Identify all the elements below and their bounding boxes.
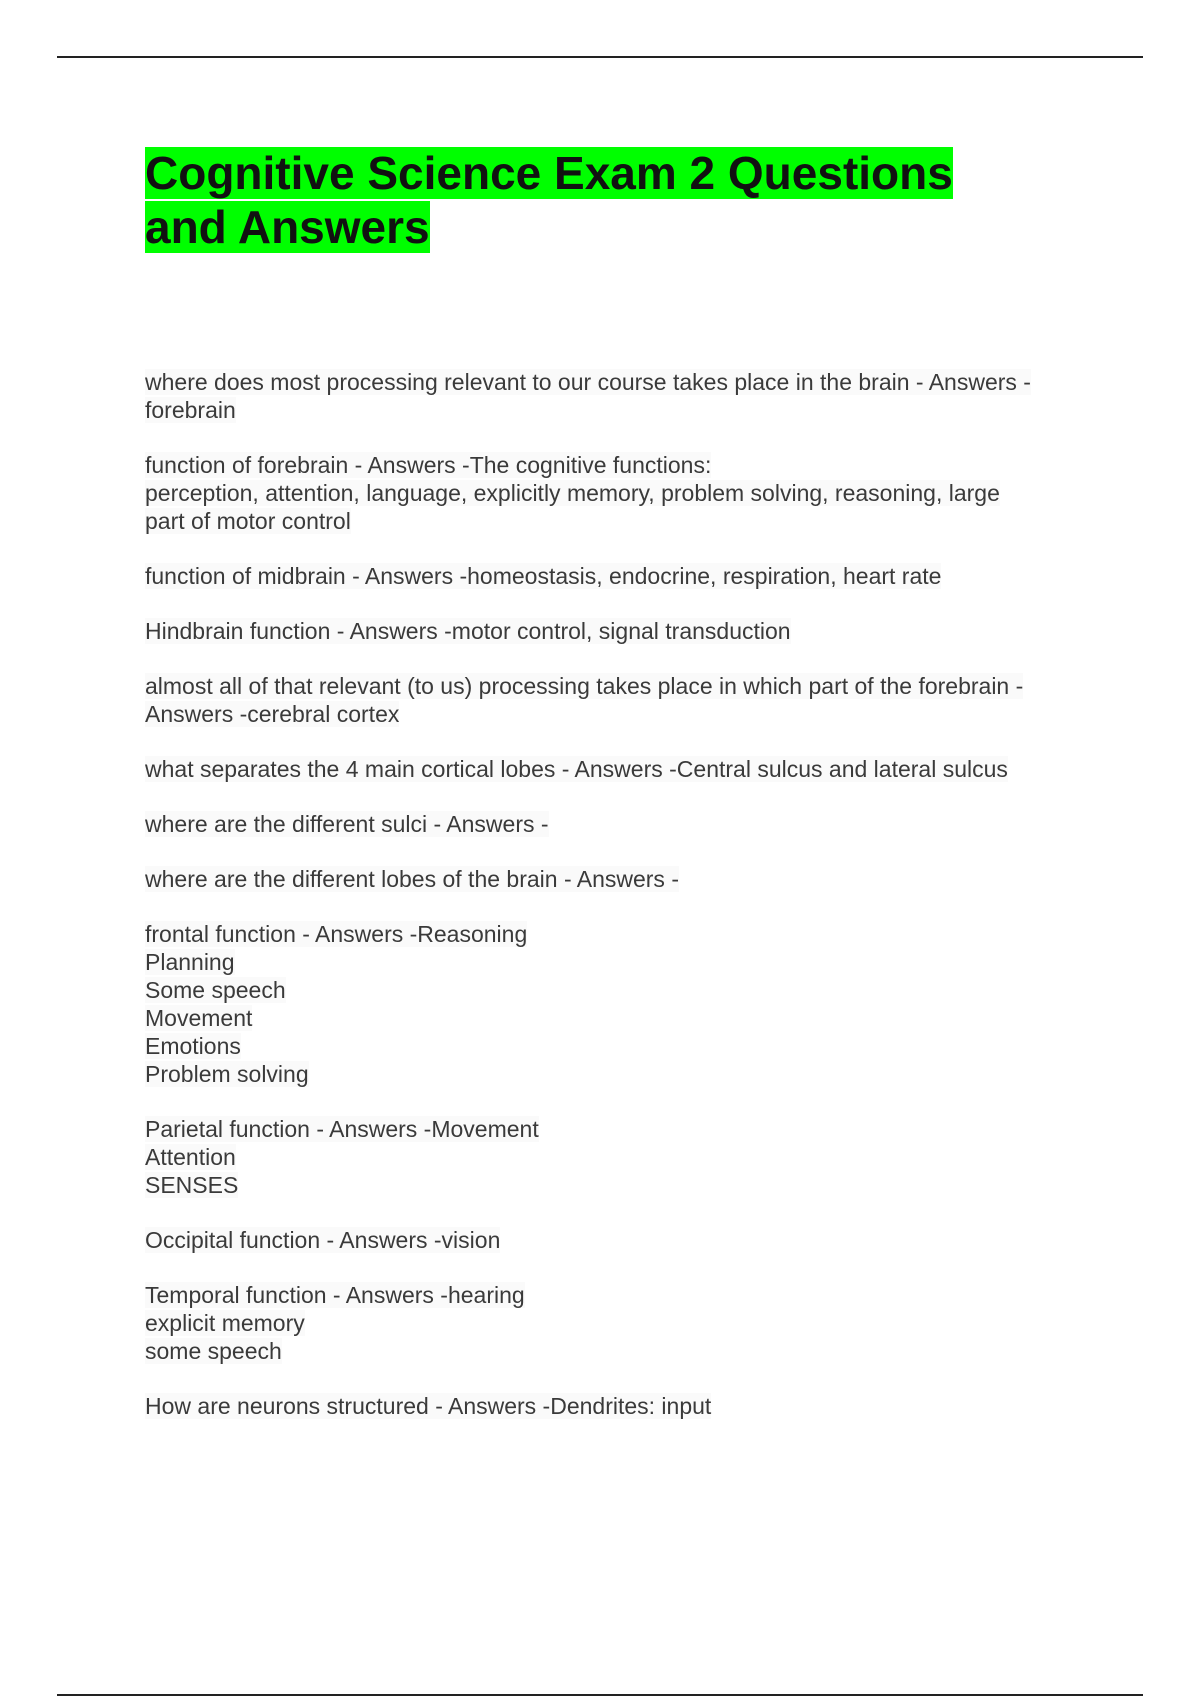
- qa-item: [145, 920, 1085, 1088]
- qa-item: [145, 368, 1085, 424]
- qa-item: [145, 672, 1085, 728]
- qa-list: [145, 368, 1085, 1447]
- qa-item: [145, 1115, 1085, 1199]
- qa-text: frontal function - Answers -Reasoning Planning Some speech Movement Emotions Problem solving: [145, 921, 528, 1087]
- bottom-rule: [57, 1694, 1143, 1696]
- qa-text: function of forebrain - Answers -The cognitive functions: perception, attention, language, explicitly memory, problem solving, reasoning, large part of motor control: [145, 452, 1000, 534]
- qa-item: [145, 617, 1085, 645]
- qa-item: [145, 1392, 1085, 1420]
- qa-item: [145, 755, 1085, 783]
- qa-text: Temporal function - Answers -hearing explicit memory some speech: [145, 1282, 525, 1364]
- qa-text: where does most processing relevant to our course takes place in the brain - Answers - forebrain: [145, 369, 1031, 423]
- qa-item: [145, 1226, 1085, 1254]
- qa-text: what separates the 4 main cortical lobes - Answers -Central sulcus and lateral sulcus: [145, 756, 1008, 782]
- qa-text: Hindbrain function - Answers -motor control, signal transduction: [145, 618, 791, 644]
- qa-item: [145, 562, 1085, 590]
- qa-item: [145, 865, 1085, 893]
- qa-item: [145, 451, 1085, 535]
- qa-text: Parietal function - Answers -Movement Attention SENSES: [145, 1116, 539, 1198]
- top-rule: [57, 56, 1143, 58]
- qa-text: where are the different sulci - Answers -: [145, 811, 549, 837]
- qa-text: where are the different lobes of the brain - Answers -: [145, 866, 679, 892]
- document-title-text: Cognitive Science Exam 2 Questions and Answers: [145, 147, 953, 253]
- qa-text: Occipital function - Answers -vision: [145, 1227, 501, 1253]
- qa-text: almost all of that relevant (to us) processing takes place in which part of the forebrain - Answers -cerebral cortex: [145, 673, 1024, 727]
- qa-item: [145, 1281, 1085, 1365]
- qa-text: function of midbrain - Answers -homeostasis, endocrine, respiration, heart rate: [145, 563, 942, 589]
- qa-text: How are neurons structured - Answers -Dendrites: input: [145, 1393, 712, 1419]
- qa-item: [145, 810, 1085, 838]
- document-title: [145, 146, 1045, 254]
